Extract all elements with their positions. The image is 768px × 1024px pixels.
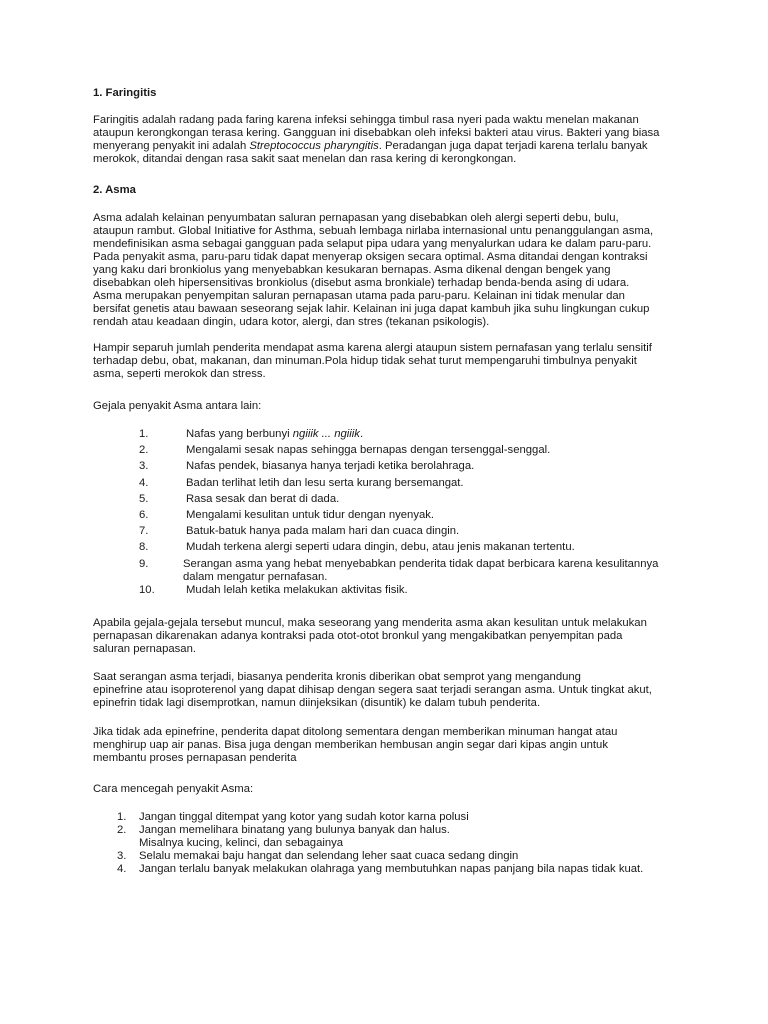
paragraph-asma-definition: Asma adalah kelainan penyumbatan saluran pernapasan yang disebabkan oleh alergi seperti debu, bulu, ataupun rambut. Global Initiative for Asthma, sebuah lembaga nirlaba internasional untu penanggulangan asma, mendefinisikan asma sebagai gangguan pada selaput pipa udara yang menyalurkan udara ke dalam paru-paru. Pada penyakit asma, paru-paru tidak dapat menyerap oksigen secara optimal. Asma ditandai dengan kontraksi yang kaku dari bronkiolus yang menyebabkan kesukaran bernapas. Asma dikenal dengan bengek yang disebabkan oleh hipersensitivas bronkiolus (disebut asma bronkiale) terhadap benda-benda asing di udara. Asma merupakan penyempitan saluran pernapasan utama pada paru-paru. Kelainan ini tidak menular dan bersifat genetis atau bawaan seseorang sejak lahir. Kelainan ini juga dapat kambuh jika suhu lingkungan cukup rendah atau keadaan dingin, udara kotor, alergi, dan stres (tekanan psikologis). [93,212,654,328]
list-item: 7. Batuk-batuk hanya pada malam hari dan cuaca dingin. [139,525,460,538]
list-item: 6. Mengalami kesulitan untuk tidur dengan nyenyak. [139,508,435,521]
list-item: 3. Nafas pendek, biasanya hanya terjadi ketika berolahraga. [139,460,475,473]
paragraph-faringitis: Faringitis adalah radang pada faring karena infeksi sehingga timbul rasa nyeri pada waktu menelan makanan ataupun kerongkongan terasa kering. Gangguan ini disebabkan oleh infeksi bakteri atau virus. Bakteri yang biasa menyerang penyakit ini adalah Streptococcus pharyngitis. Peradangan juga dapat terjadi karena terlalu banyak merokok, ditandai dengan rasa sakit saat menelan dan rasa kering di kerongkongan. [93,114,660,165]
list-item: 2. Mengalami sesak napas sehingga bernapas dengan tersenggal-senggal. [139,444,551,457]
list-item: 9. Serangan asma yang hebat menyebabkan penderita tidak dapat berbicara karena kesulitannya dalam mengatur pernafasan. [139,557,659,583]
list-item: 5. Rasa sesak dan berat di dada. [139,492,340,505]
prevention-list [93,811,683,876]
symptoms-intro: Gejala penyakit Asma antara lain: [93,400,262,412]
prevention-intro: Cara mencegah penyakit Asma: [93,783,254,795]
paragraph-apabila: Apabila gejala-gejala tersebut muncul, maka seseorang yang menderita asma akan kesulitan untuk melakukan pernapasan dikarenakan adanya kontraksi pada otot-otot bronkul yang mengakibatkan penyempitan pada saluran pernapasan. [93,617,647,655]
list-item: 10. Mudah lelah ketika melakukan aktivitas fisik. [139,583,408,596]
list-item: 1. Jangan tinggal ditempat yang kotor yang sudah kotor karna polusi [117,811,469,823]
list-item: 1. Nafas yang berbunyi ngiiik ... ngiiik. [139,428,364,440]
paragraph-asma-causes: Hampir separuh jumlah penderita mendapat asma karena alergi ataupun sistem pernafasan yang terlalu sensitif terhadap debu, obat, makanan, dan minuman.Pola hidup tidak sehat turut mempengaruhi timbulnya penyakit asma, seperti merokok dan stress. [93,342,652,380]
paragraph-epinefrine: Jika tidak ada epinefrine, penderita dapat ditolong sementara dengan memberikan minuman hangat atau menghirup uap air panas. Bisa juga dengan memberikan hembusan angin segar dari kipas angin untuk membantu proses pernapasan penderita [93,726,618,764]
list-item: 4. Badan terlihat letih dan lesu serta kurang bersemangat. [139,476,464,489]
heading-asma: 2. Asma [93,184,136,196]
heading-faringitis: 1. Faringitis [93,87,157,99]
symptoms-list [93,428,683,600]
paragraph-serangan: Saat serangan asma terjadi, biasanya penderita kronis diberikan obat semprot yang mengandung epinefrine atau isoproterenol yang dapat dihisap dengan segera saat terjadi serangan asma. Untuk tingkat akut, epinefrin tidak lagi disemprotkan, namun diinjeksikan (disuntik) ke dalam tubuh penderita. [93,671,652,709]
list-item: 2. Jangan memelihara binatang yang bulunya banyak dan halus. Misalnya kucing, kelinci, dan sebagainya [117,824,450,849]
list-item: 8. Mudah terkena alergi seperti udara dingin, debu, atau jenis makanan tertentu. [139,541,575,554]
list-item: 4. Jangan terlalu banyak melakukan olahraga yang membutuhkan napas panjang bila napas tidak kuat. [117,863,644,875]
list-item: 3. Selalu memakai baju hangat dan selendang leher saat cuaca sedang dingin [117,850,519,862]
